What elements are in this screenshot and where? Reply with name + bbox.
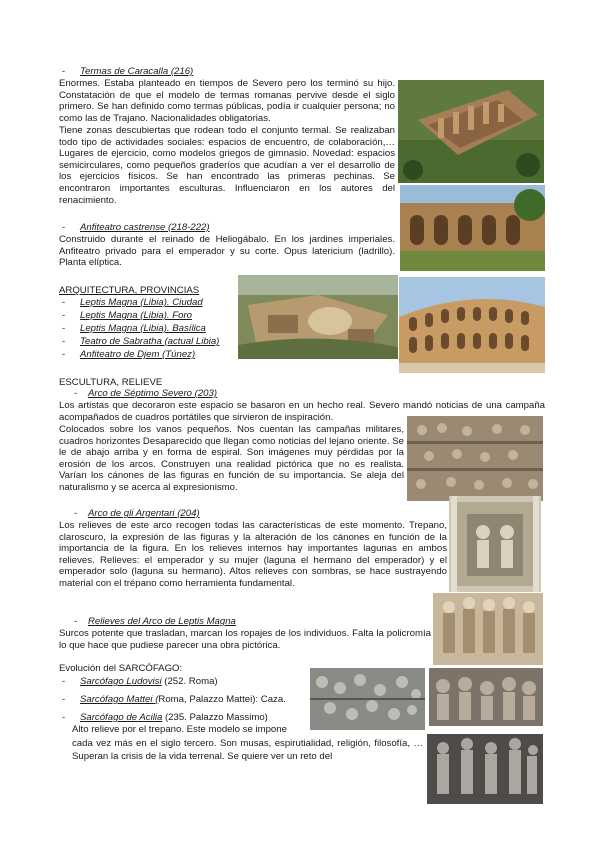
argentari-heading-line: - Arco de gli Argentari (204)	[74, 508, 200, 519]
photo-anfiteatro-castrense	[400, 185, 545, 271]
photo-anfiteatro-djem	[399, 277, 545, 373]
sarcofago-heading: Evolución del SARCÓFAGO:	[59, 663, 183, 674]
provincias-heading: ARQUITECTURA, PROVINCIAS	[59, 285, 200, 296]
leptis-relieves-heading-line: - Relieves del Arco de Leptis Magna	[74, 616, 236, 627]
anfiteatro-heading: Anfiteatro castrense (218-222)	[80, 222, 210, 233]
leptis-relieves-text: Surcos potente que trasladan, marcan los ropajes de los individuos. Falta la policromía lo que hace que pudiese parecer una obra pictórica.	[59, 628, 431, 651]
sarcofago-item: - Sarcófago Mattei (Roma, Palazzo Mattei): Caza.	[62, 694, 286, 705]
septimio-heading: Arco de Séptimo Severo (203)	[88, 388, 218, 399]
sarcofago-item: - Sarcófago de Acilia (235. Palazzo Massimo)	[62, 712, 268, 723]
septimio-intro: Los artistas que decoraron este espacio se basaron en un hecho real. Severo mandó noticias de una campaña acompañados de cuadros portátiles que sirvieron de inspiración.	[59, 400, 545, 423]
photo-termas-caracalla	[398, 80, 544, 183]
caracalla-heading-line	[62, 66, 392, 78]
provincias-item: - Leptis Magna (Libia). Ciudad	[62, 297, 203, 308]
sarcofago-line-1: Alto relieve por el trepano. Este modelo se impone	[72, 724, 287, 735]
provincias-item: - Leptis Magna (Libia). Basílica	[62, 323, 206, 334]
sarcofago-item: - Sarcófago Ludovisi (252. Roma)	[62, 676, 218, 687]
bullet: -	[62, 66, 66, 77]
photo-sarcofago-acilia	[427, 734, 543, 804]
septimio-heading-line: - Arco de Séptimo Severo (203)	[74, 388, 218, 399]
septimio-body: Colocados sobre los vanos pequeños. Nos cuentan las campañas militares, cuadros horizontes Desaparecido que llegan como noticias del lejano oriente. Se le de abajo arriba y en forma de espiral. Son imágenes muy pérdidas por la erosión de los arcos. Construyen una realidad pictórica que no es realista. Varían los cánones de las figuras en función de su importancia. Se aleja del naturalismo y se acerca al expresionismo.	[59, 424, 404, 493]
caracalla-paragraph-2: Tiene zonas descubiertas que rodean todo el conjunto termal. Se realizaban todo tipo de actividades sociales: espacios de encuentro, de colaboración,… Lugares de ejercicio, como modelos griegos de gimnasio. Novedad: espacios semicirculares, como pequeños graderíos que acudían a ver el desarrollo de los ejercicios físicos. Se han encontrado las primeras pechinas. Se encontraron importantes esculturas. Influenciaron en los autores del renacimiento.	[59, 125, 395, 206]
argentari-text: Los relieves de este arco recogen todas las características de este momento. Trepano, claroscuro, la expresión de las figuras y la alteración de los cánones en función de la importancia de la figura. En los relieves internos hay importantes lagunas en ambos relieves. Relieves: el emperador y su mujer (laguna el hermano del emperador) y el emperador solo (laguna su hermano). Altos relieves con sombras, se hace sustrayendo material con el trépano como herramienta fundamental.	[59, 520, 447, 589]
anfiteatro-heading-line	[62, 222, 392, 234]
anfiteatro-text: Construido durante el reinado de Heliogábalo. En los jardines imperiales. Anfiteatro privado para el emperador y su corte. Opus latericium (ladrillo). Planta elíptica.	[59, 234, 395, 269]
leptis-relieves-heading: Relieves del Arco de Leptis Magna	[88, 616, 236, 627]
provincias-item: - Anfiteatro de Djem (Túnez)	[62, 349, 196, 360]
photo-leptis-magna	[238, 275, 398, 359]
caracalla-heading: Termas de Caracalla (216)	[80, 66, 194, 77]
caracalla-paragraph-1: Enormes. Estaba planteado en tiempos de Severo pero los terminó su hijo. Constatación de que el modelo de termas romanas pervive desde el siglo primero. Se han definido como termas públicas, podía ir cualquier persona; no como las de Trajano. Nacionalidades obligatorias.	[59, 78, 395, 124]
provincias-item: - Leptis Magna (Libia). Foro	[62, 310, 192, 321]
escultura-heading: ESCULTURA, RELIEVE	[59, 377, 163, 388]
argentari-heading: Arco de gli Argentari (204)	[88, 508, 200, 519]
sarcofago-line-2: cada vez más en el siglo tercero. Son musas, espirutialidad, religión, filosofía, … Superan la crisis de la vida terrenal. Se quiere ver un reto del	[72, 738, 423, 762]
photo-arco-argentari	[449, 496, 541, 592]
photo-sarcofago-mattei	[429, 668, 543, 726]
photo-relieve-septimio-severo	[407, 416, 543, 501]
photo-sarcofago-ludovisi	[310, 668, 425, 730]
bullet: -	[62, 222, 66, 233]
photo-relieve-leptis-magna	[433, 593, 543, 665]
provincias-item: - Teatro de Sabratha (actual Libia)	[62, 336, 220, 347]
